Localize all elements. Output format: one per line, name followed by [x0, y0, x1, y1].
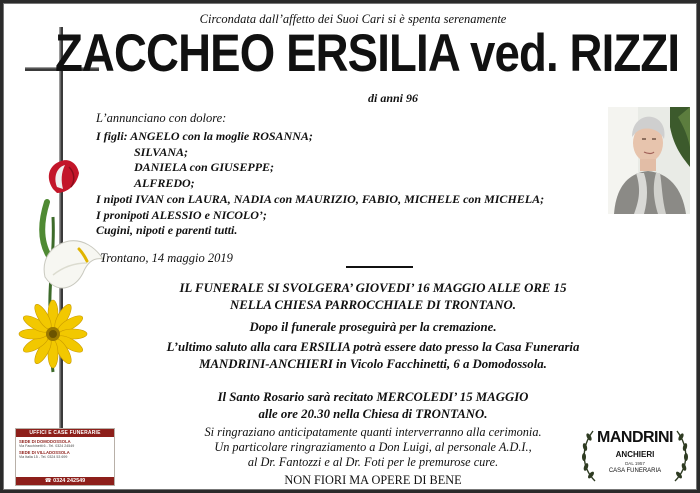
rosary-line: alle ore 20.30 nella Chiesa di TRONTANO.	[258, 406, 488, 421]
rosary-note	[83, 389, 663, 422]
logo-sub-text: ANCHIERI	[615, 450, 655, 459]
family-line: I figli: ANGELO con la moglie ROSANNA;	[96, 129, 313, 143]
logo-type-text: CASA FUNERARIA	[608, 468, 662, 474]
agency-branch-name: SEDE DI VILLADOSSOLA	[19, 450, 70, 455]
agency-phone	[16, 477, 114, 485]
agency-phone-number: 0324 242549	[53, 478, 86, 484]
funeral-notice	[83, 280, 663, 313]
no-flowers-note: NON FIORI MA OPERE DI BENE	[284, 473, 462, 487]
agency-box-header: UFFICI E CASE FUNERARIE	[16, 429, 114, 437]
family-line: Cugini, nipoti e parenti tutti.	[96, 223, 238, 238]
place-date: Trontano, 14 maggio 2019	[100, 251, 233, 265]
thanks-line: Un particolare ringraziamento a Don Luigi, al personale A.D.I.,	[214, 440, 532, 454]
family-line: I pronipoti ALESSIO e NICOLO’;	[96, 207, 267, 222]
family-line: I nipoti IVAN con LAURA, NADIA con MAURIZIO, FABIO, MICHELE con MICHELA;	[96, 191, 545, 206]
rosary-line: Il Santo Rosario sarà recitato MERCOLEDI’ 15 MAGGIO	[217, 390, 529, 404]
agency-info-box	[15, 428, 115, 486]
portrait-photo	[608, 107, 690, 214]
family-line: DANIELA con GIUSEPPE;	[134, 160, 275, 175]
farewell-line: MANDRINI-ANCHIERI in Vicolo Facchinetti, 6 a Domodossola.	[199, 356, 547, 371]
agency-branch-address: Via Italia 15 - Tel. 0324 53 699	[19, 455, 68, 459]
funeral-line: IL FUNERALE SI SVOLGERA’ GIOVEDI’ 16 MAGGIO ALLE ORE 15	[179, 281, 567, 295]
logo-main-text: MANDRINI	[597, 429, 673, 446]
thanks-line: al Dr. Fantozzi e al Dr. Foti per le premurose cure.	[247, 455, 499, 469]
announcement-lead: L’annunciano con dolore:	[96, 111, 227, 125]
family-line: SILVANA;	[134, 144, 189, 159]
cremation-note: Dopo il funerale proseguirà per la cremazione.	[249, 320, 497, 334]
daisy-icon	[19, 300, 87, 368]
thanks-line: Si ringraziano anticipatamente quanti interverranno alla cerimonia.	[204, 425, 542, 439]
deceased-age: di anni 96	[367, 91, 418, 105]
thanks-note	[163, 425, 583, 470]
phone-icon: ☎	[44, 478, 54, 484]
deceased-name: ZACCHEO ERSILIA ved. RIZZI	[54, 24, 680, 83]
logo-since-text: DAL 1957	[625, 461, 645, 466]
agency-branch-name: SEDE DI DOMODOSSOLA	[19, 439, 71, 444]
intro-text: Circondata dall’affetto dei Suoi Cari si è spenta serenamente	[199, 12, 507, 26]
tulip-icon	[49, 160, 79, 193]
family-line: ALFREDO;	[134, 176, 195, 191]
funeral-line: NELLA CHIESA PARROCCHIALE DI TRONTANO.	[230, 297, 516, 312]
funeral-home-logo	[579, 423, 691, 487]
farewell-note	[83, 339, 663, 372]
agency-branch-address: Via Facchinetti 6 - Tel. 0324 24549	[19, 444, 75, 448]
divider	[346, 266, 413, 268]
farewell-line: L’ultimo saluto alla cara ERSILIA potrà essere dato presso la Casa Funeraria	[166, 340, 580, 354]
family-list	[96, 129, 544, 239]
